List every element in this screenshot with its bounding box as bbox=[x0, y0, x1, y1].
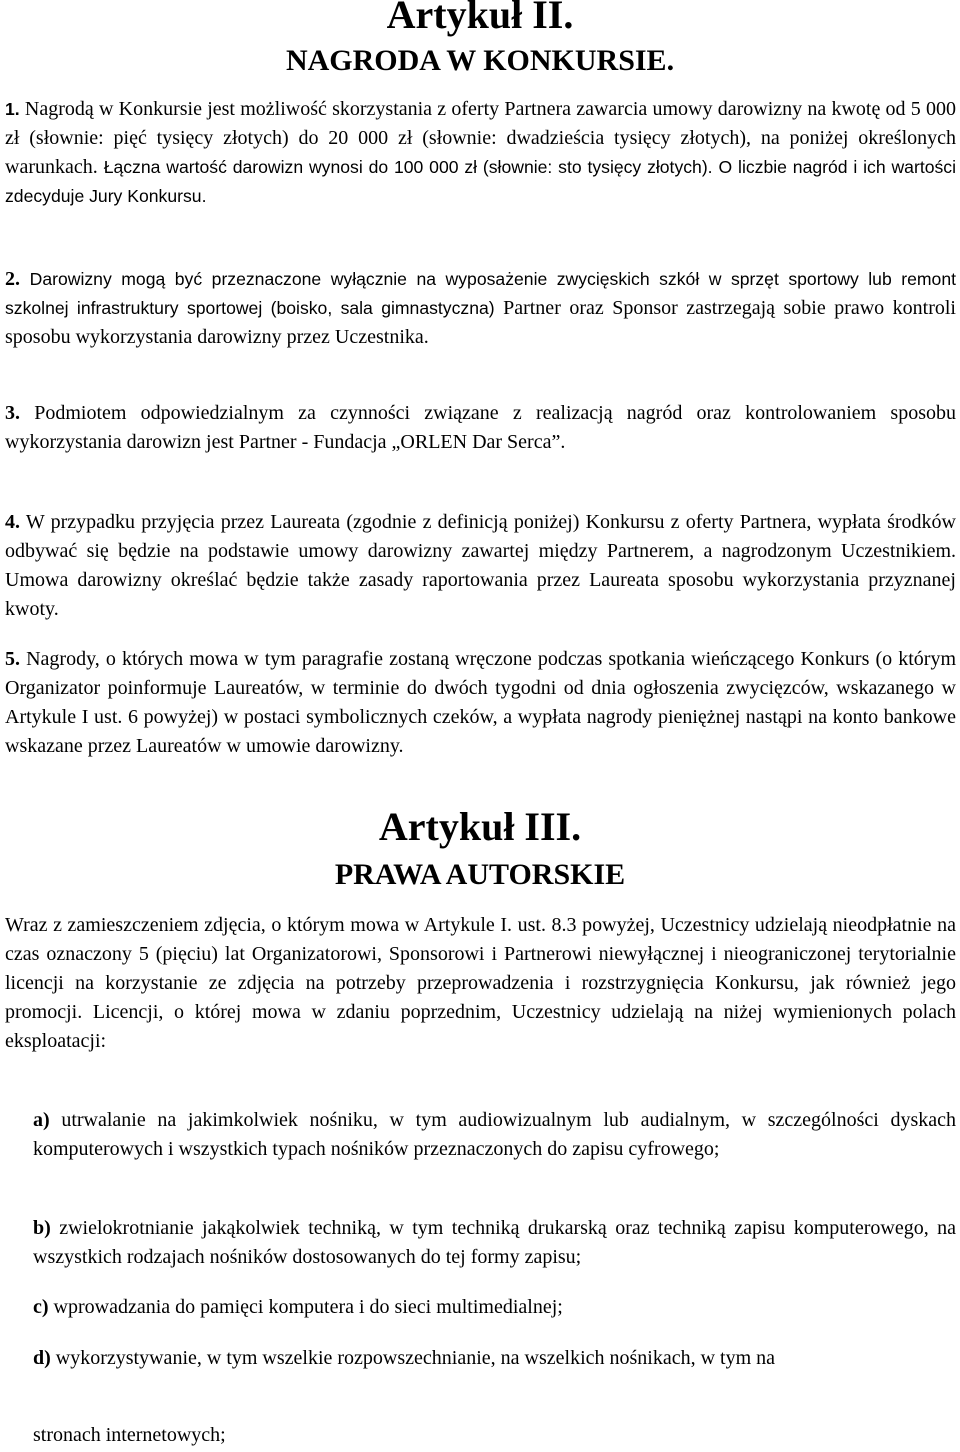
paragraph-5 bbox=[5, 645, 956, 761]
list-item-b bbox=[33, 1214, 956, 1272]
list-item-b-text: zwielokrotnianie jakąkolwiek techniką, w tym techniką drukarską oraz techniką zapisu komputerowego, na wszystkich rodzajach nośników dostosowanych do tej formy zapisu; bbox=[33, 1217, 956, 1268]
paragraph-5-text: Nagrody, o których mowa w tym paragrafie zostaną wręczone podczas spotkania wieńczącego Konkurs (o którym Organizator poinformuje Laureatów, w terminie do dwóch tygodni od dnia ogłoszenia zwycięzców, wskazanego w Artykule I ust. 6 powyżej) w postaci symbolicznych czeków, a wypłata nagrody pieniężnej nastąpi na konto bankowe wskazane przez Laureatów w umowie darowizny. bbox=[5, 648, 957, 757]
paragraph-3 bbox=[5, 399, 956, 457]
list-item-b-label: b) bbox=[33, 1217, 51, 1239]
list-item-c bbox=[33, 1293, 956, 1322]
article-3-intro: Wraz z zamieszczeniem zdjęcia, o którym mowa w Artykule I. ust. 8.3 powyżej, Uczestnicy udzielają nieodpłatnie na czas oznaczony 5 (pięciu) lat Organizatorowi, Sponsorowi i Partnerowi niewyłącznej i nieograniczonej terytorialnie licencji na korzystanie ze zdjęcia na potrzeby przeprowadzenia i rozstrzygnięcia Konkursu, jak również jego promocji. Licencji, o której mowa w zdaniu poprzednim, Uczestnicy udzielają na niżej wymienionych polach eksploatacji: bbox=[5, 914, 956, 1052]
list-item-d-continuation: stronach internetowych; bbox=[33, 1424, 226, 1446]
list-item-a bbox=[33, 1106, 956, 1164]
paragraph-5-number: 5. bbox=[5, 648, 20, 670]
list-item-c-label: c) bbox=[33, 1296, 49, 1318]
paragraph-1-number: 1. bbox=[5, 99, 20, 119]
paragraph-3-number: 3. bbox=[5, 402, 20, 424]
paragraph-1-text-c: O liczbie nagród i ich wartości zdecyduje Jury Konkursu. bbox=[5, 157, 956, 206]
list-item-d-label: d) bbox=[33, 1347, 51, 1369]
paragraph-1 bbox=[5, 95, 956, 211]
paragraph-4-number: 4. bbox=[5, 511, 20, 533]
paragraph-2-number: 2. bbox=[5, 268, 20, 290]
paragraph-4-text: W przypadku przyjęcia przez Laureata (zgodnie z definicją poniżej) Konkursu z oferty Partnera, wypłata środków odbywać się będzie na podstawie umowy darowizny zawartej między Partnerem, a nagrodzonym Uczestnikiem. Umowa darowizny określać będzie także zasady raportowania przez Laureata sposobu wykorzystania przyznanej kwoty. bbox=[5, 511, 957, 620]
list-item-a-label: a) bbox=[33, 1109, 50, 1131]
list-item-a-text: utrwalanie na jakimkolwiek nośniku, w tym audiowizualnym lub audialnym, w szczególności dyskach komputerowych i wszystkich typach nośników przeznaczonych do zapisu cyfrowego; bbox=[33, 1109, 957, 1160]
paragraph-1-text-a: Nagrodą w Konkursie jest możliwość skorzystania z oferty Partnera zawarcia umowy darowizny na kwotę od 5 000 zł (słownie: pięć tysięcy złotych) do 20 000 zł (słownie: dwadzieścia tysięcy złotych), na poniżej określonych warunkach. bbox=[5, 98, 957, 178]
paragraph-4 bbox=[5, 508, 956, 624]
article-2-title: Artykuł II. bbox=[386, 0, 574, 37]
paragraph-2-text-b: Partner oraz Sponsor zastrzegają sobie prawo kontroli sposobu wykorzystania darowizny przez Uczestnika. bbox=[5, 297, 956, 348]
list-item-d-text: wykorzystywanie, w tym wszelkie rozpowszechnianie, na wszelkich nośnikach, w tym na bbox=[55, 1347, 776, 1369]
article-3-subtitle: PRAWA AUTORSKIE bbox=[334, 858, 626, 891]
paragraph-1-text-b: Łączna wartość darowizn wynosi do 100 000 zł (słownie: sto tysięcy złotych). bbox=[103, 157, 713, 177]
paragraph-3-text: Podmiotem odpowiedzialnym za czynności związane z realizacją nagród oraz kontrolowaniem sposobu wykorzystania darowizn jest Partner - Fundacja „ORLEN Dar Serca”. bbox=[5, 402, 956, 453]
paragraph-2 bbox=[5, 265, 956, 352]
list-item-d bbox=[33, 1344, 956, 1373]
list-item-c-text: wprowadzania do pamięci komputera i do sieci multimedialnej; bbox=[53, 1296, 563, 1318]
paragraph-2-text-a: Darowizny mogą być przeznaczone wyłącznie na wyposażenie zwycięskich szkół w sprzęt sportowy lub remont szkolnej infrastruktury sportowej (boisko, sala gimnastyczna) bbox=[5, 269, 956, 318]
article-3-title: Artykuł III. bbox=[378, 804, 582, 849]
article-2-subtitle: NAGRODA W KONKURSIE. bbox=[285, 44, 675, 77]
